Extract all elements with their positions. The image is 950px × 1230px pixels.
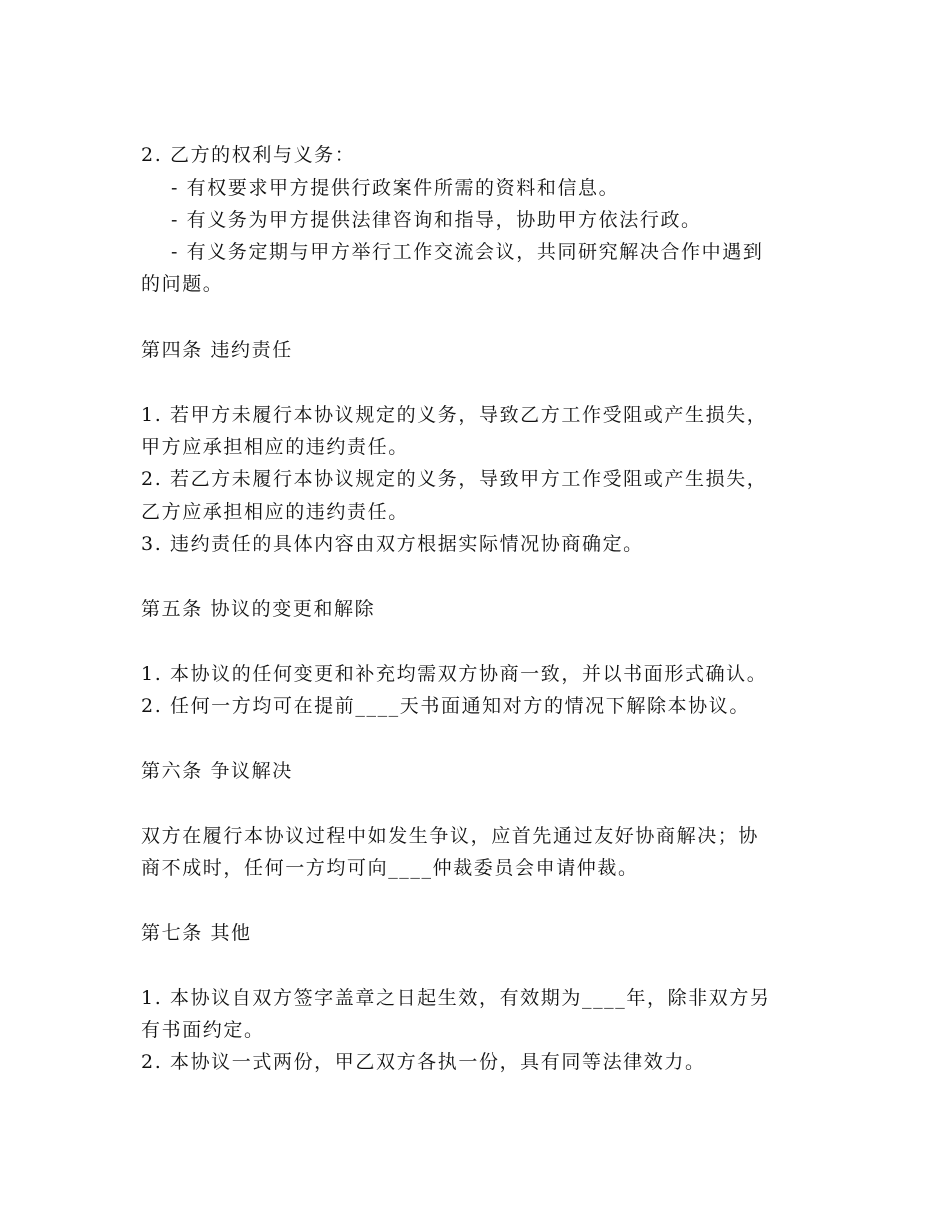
list-item: 2. 乙方的权利与义务： bbox=[141, 144, 356, 166]
paragraph-line: 乙方应承担相应的违约责任。 bbox=[141, 501, 409, 523]
list-item: 1. 本协议的任何变更和补充均需双方协商一致，并以书面形式确认。 bbox=[141, 663, 768, 685]
list-item: - 有义务为甲方提供法律咨询和指导，协助甲方依法行政。 bbox=[171, 209, 702, 231]
section-heading: 第六条 争议解决 bbox=[141, 760, 293, 782]
paragraph-line: 甲方应承担相应的违约责任。 bbox=[141, 436, 409, 458]
paragraph-line: 商不成时，任何一方均可向____仲裁委员会申请仲裁。 bbox=[141, 857, 639, 879]
paragraph-line: 有书面约定。 bbox=[141, 1019, 265, 1041]
section-heading: 第五条 协议的变更和解除 bbox=[141, 598, 376, 620]
paragraph-line: 的问题。 bbox=[141, 273, 224, 295]
list-item: 3. 违约责任的具体内容由双方根据实际情况协商确定。 bbox=[141, 533, 644, 555]
paragraph-line: 双方在履行本协议过程中如发生争议，应首先通过友好协商解决；协 bbox=[141, 825, 760, 847]
list-item: 1. 若甲方未履行本协议规定的义务，导致乙方工作受阻或产生损失， bbox=[141, 404, 768, 426]
list-item: 2. 任何一方均可在提前____天书面通知对方的情况下解除本协议。 bbox=[141, 695, 750, 717]
section-heading: 第七条 其他 bbox=[141, 922, 252, 944]
section-heading: 第四条 违约责任 bbox=[141, 339, 293, 361]
list-item: 2. 若乙方未履行本协议规定的义务，导致甲方工作受阻或产生损失， bbox=[141, 468, 768, 490]
list-item: 2. 本协议一式两份，甲乙双方各执一份，具有同等法律效力。 bbox=[141, 1051, 706, 1073]
list-item: - 有权要求甲方提供行政案件所需的资料和信息。 bbox=[171, 177, 620, 199]
list-item: - 有义务定期与甲方举行工作交流会议，共同研究解决合作中遇到 bbox=[171, 241, 764, 263]
list-item: 1. 本协议自双方签字盖章之日起生效，有效期为____年，除非双方另 bbox=[141, 987, 771, 1009]
